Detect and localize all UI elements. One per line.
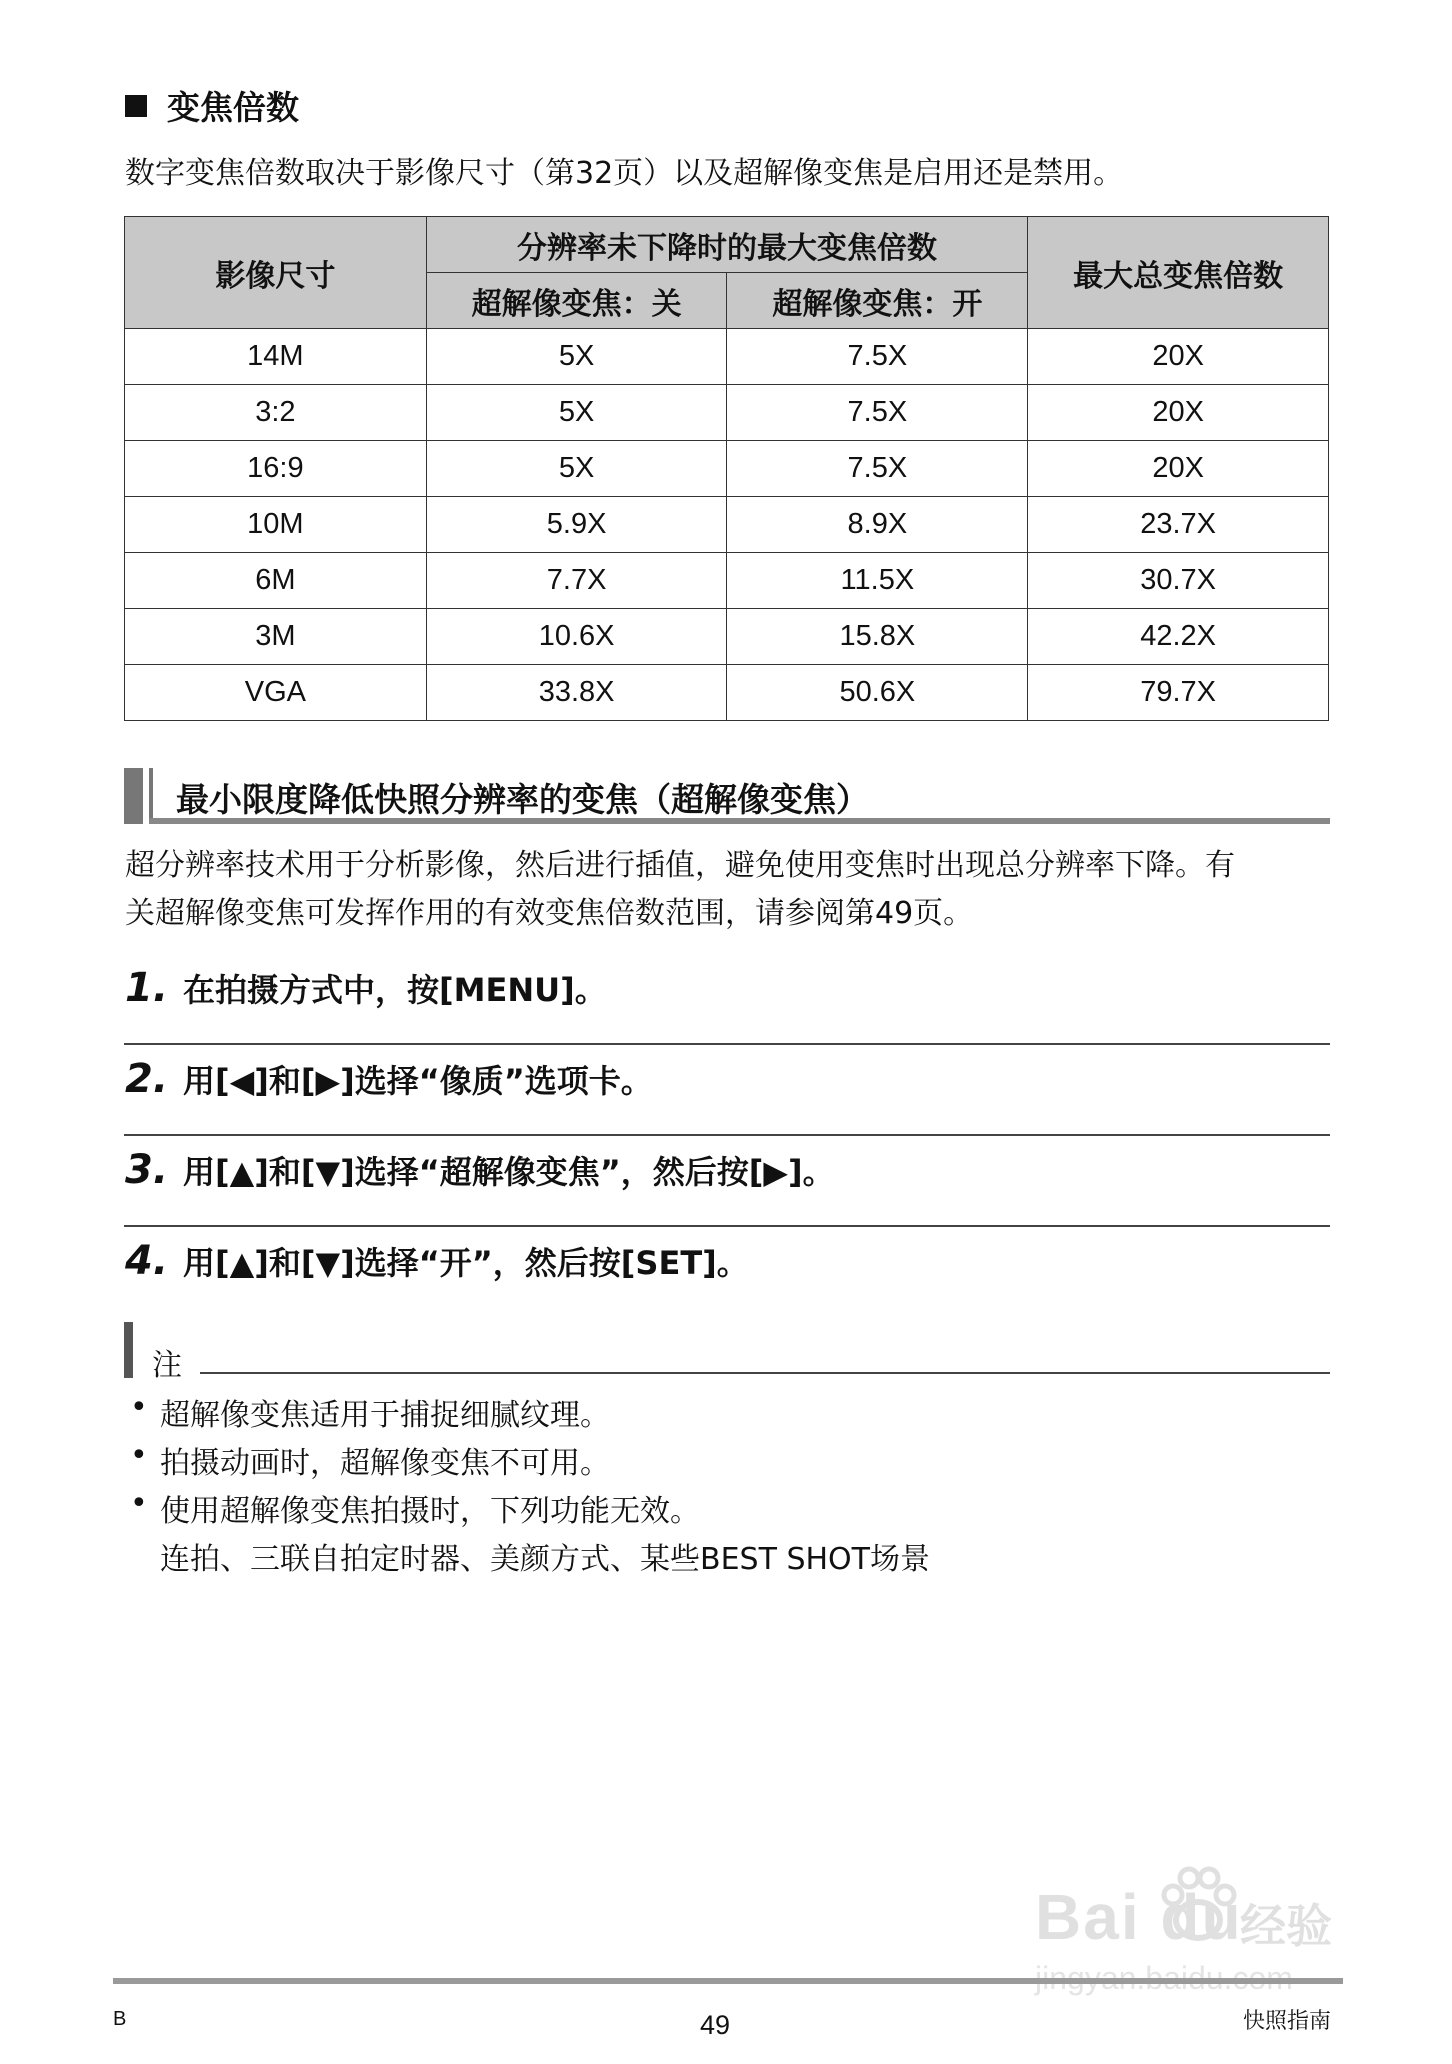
section-title-zoom-ratio	[125, 82, 299, 129]
cell-max-total: 20X	[1028, 385, 1329, 441]
paragraph-line: 关超解像变焦可发挥作用的有效变焦倍数范围，请参阅第49页。	[125, 896, 974, 931]
step-text: 用[◀]和[▶]选择“像质”选项卡。	[183, 1062, 653, 1100]
cell-image-size: 3:2	[125, 385, 427, 441]
cell-sr-off: 5X	[426, 329, 727, 385]
cell-max-total: 30.7X	[1028, 553, 1329, 609]
heading-bar-decoration	[124, 768, 143, 824]
cell-sr-on: 7.5X	[727, 385, 1028, 441]
header-sr-off: 超解像变焦：关	[426, 273, 727, 329]
cell-image-size: 3M	[125, 609, 427, 665]
step-3	[125, 1147, 835, 1193]
table-row	[125, 497, 1329, 553]
note-rule	[200, 1372, 1330, 1374]
step-number: 2.	[125, 1056, 169, 1102]
cell-max-total: 20X	[1028, 329, 1329, 385]
step-4	[125, 1238, 749, 1284]
step-text: 用[▲]和[▼]选择“超解像变焦”，然后按[▶]。	[183, 1153, 835, 1191]
footer-left-marker: B	[113, 2008, 127, 2030]
step-divider	[124, 1134, 1330, 1136]
table-row	[125, 609, 1329, 665]
note-bar-decoration	[124, 1322, 133, 1378]
header-max-zoom-no-degrade: 分辨率未下降时的最大变焦倍数	[426, 217, 1028, 273]
cell-sr-off: 5X	[426, 385, 727, 441]
step-text: 用[▲]和[▼]选择“开”，然后按[SET]。	[183, 1244, 749, 1282]
watermark-brand: Bai du	[1035, 1881, 1243, 1953]
table-row	[125, 665, 1329, 721]
heading-bar-decoration	[149, 768, 153, 824]
cell-sr-off: 10.6X	[426, 609, 727, 665]
cell-max-total: 79.7X	[1028, 665, 1329, 721]
note-bullet	[130, 1438, 610, 1482]
cell-image-size: 10M	[125, 497, 427, 553]
header-max-total-zoom: 最大总变焦倍数	[1028, 217, 1329, 329]
section-paragraph	[125, 842, 1335, 938]
step-2	[125, 1056, 653, 1102]
zoom-ratio-table	[124, 216, 1329, 721]
table-row	[125, 329, 1329, 385]
cell-sr-on: 8.9X	[727, 497, 1028, 553]
cell-image-size: VGA	[125, 665, 427, 721]
cell-sr-on: 50.6X	[727, 665, 1028, 721]
step-number: 3.	[125, 1147, 169, 1193]
table-row	[125, 385, 1329, 441]
page-number: 49	[700, 2010, 731, 2040]
step-divider	[124, 1225, 1330, 1227]
step-number: 1.	[125, 965, 169, 1011]
cell-image-size: 14M	[125, 329, 427, 385]
header-image-size: 影像尺寸	[125, 217, 427, 329]
footer-rule	[113, 1978, 1343, 1984]
header-sr-on: 超解像变焦：开	[727, 273, 1028, 329]
note-bullet	[130, 1390, 610, 1434]
cell-max-total: 42.2X	[1028, 609, 1329, 665]
cell-image-size: 6M	[125, 553, 427, 609]
cell-sr-on: 11.5X	[727, 553, 1028, 609]
cell-sr-off: 5.9X	[426, 497, 727, 553]
cell-max-total: 23.7X	[1028, 497, 1329, 553]
footer-chapter: 快照指南	[1243, 2009, 1332, 2034]
section-title-text: 变焦倍数	[167, 88, 299, 127]
cell-sr-on: 7.5X	[727, 329, 1028, 385]
note-bullet-text: 超解像变焦适用于捕捉细腻纹理。	[160, 1398, 610, 1433]
cell-image-size: 16:9	[125, 441, 427, 497]
section-heading-super-resolution	[124, 768, 1330, 824]
cell-sr-on: 7.5X	[727, 441, 1028, 497]
step-text: 在拍摄方式中，按[MENU]。	[183, 971, 607, 1009]
bullet-dot-icon: •	[130, 1486, 148, 1521]
note-label: 注	[152, 1348, 182, 1383]
section-heading-text: 最小限度降低快照分辨率的变焦（超解像变焦）	[176, 780, 869, 819]
section-intro: 数字变焦倍数取决于影像尺寸（第32页）以及超解像变焦是启用还是禁用。	[125, 156, 1124, 191]
table-row	[125, 441, 1329, 497]
paw-icon	[1153, 1860, 1243, 1950]
bullet-dot-icon: •	[130, 1438, 148, 1473]
step-divider	[124, 1043, 1330, 1045]
note-bullet-text: 使用超解像变焦拍摄时，下列功能无效。	[160, 1494, 700, 1529]
cell-sr-on: 15.8X	[727, 609, 1028, 665]
cell-sr-off: 5X	[426, 441, 727, 497]
paragraph-line: 超分辨率技术用于分析影像，然后进行插值，避免使用变焦时出现总分辨率下降。有	[125, 848, 1235, 883]
bullet-dot-icon: •	[130, 1390, 148, 1425]
square-bullet-icon	[125, 95, 147, 117]
cell-sr-off: 7.7X	[426, 553, 727, 609]
step-number: 4.	[125, 1238, 169, 1284]
table-row	[125, 553, 1329, 609]
note-bullet-text: 拍摄动画时，超解像变焦不可用。	[160, 1446, 610, 1481]
watermark-cn: 经验	[1240, 1899, 1332, 1953]
cell-sr-off: 33.8X	[426, 665, 727, 721]
cell-max-total: 20X	[1028, 441, 1329, 497]
step-1	[125, 965, 607, 1011]
note-bullet	[130, 1486, 700, 1530]
note-continuation: 连拍、三联自拍定时器、美颜方式、某些BEST SHOT场景	[160, 1542, 930, 1577]
